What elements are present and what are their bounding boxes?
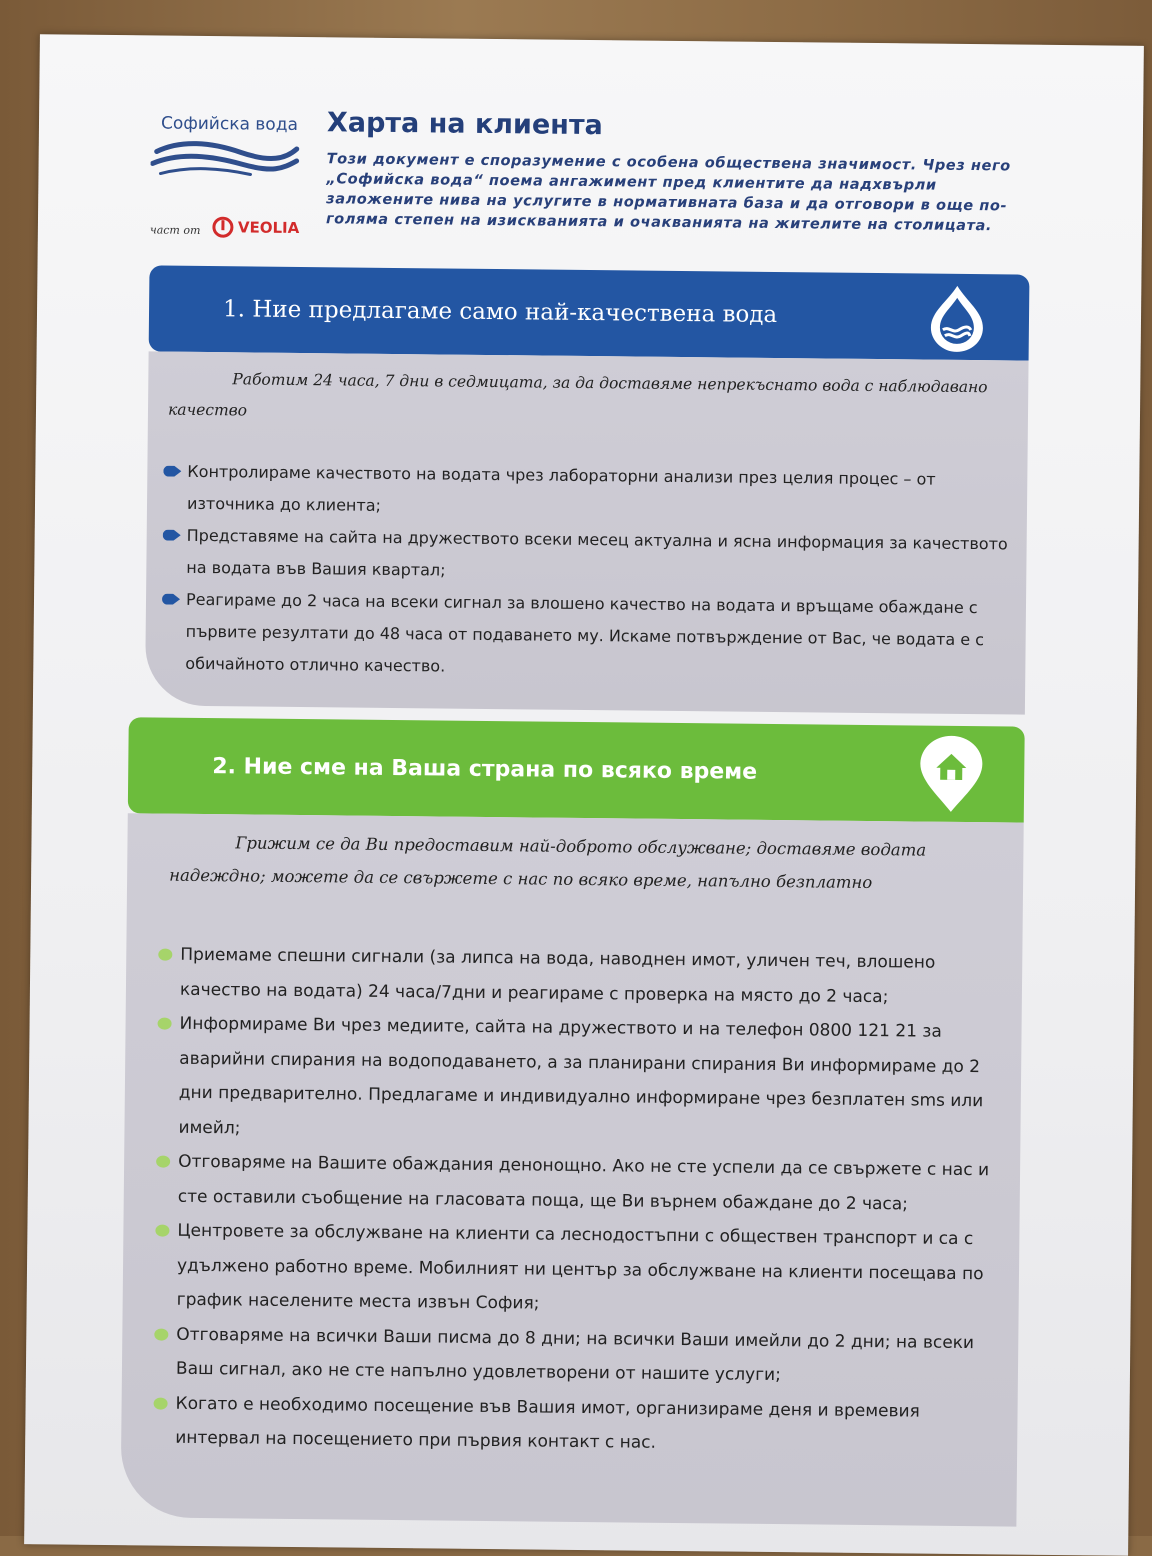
section-body <box>120 813 1023 1526</box>
list-item <box>154 1007 1003 1154</box>
list-item <box>156 938 1005 1016</box>
list-item-text: Представяме на сайта на дружеството всеки месец актуална и ясна информация за качеството на водата във Вашия квартал; <box>186 525 1008 580</box>
list-item-text: Информираме Ви чрез медиите, сайта на дружеството и на телефон 0800 121 21 за аварийни спирания на водоподаването, а за планирани спирания Ви информираме до 2 дни предварително. Предлагаме и индивидуално информиране чрез безплатен sms или имейл; <box>178 1013 984 1138</box>
list-item <box>162 520 1009 593</box>
water-drop-icon <box>921 282 994 355</box>
list-item <box>163 456 1010 529</box>
list-item <box>161 584 1008 689</box>
brand-part-of: част от <box>149 223 201 237</box>
bullet-list <box>161 456 1009 689</box>
home-pin-icon <box>914 733 989 816</box>
section-lead: Работим 24 часа, 7 дни в седмицата, за да доставяме непрекъснато вода с наблюдавано качество <box>167 370 988 420</box>
bullet-icon <box>163 466 181 477</box>
waves-icon <box>150 137 300 179</box>
section-title: 2. Ние сме на Ваша страна по всяко време <box>212 753 758 785</box>
bullet-icon <box>156 1156 170 1168</box>
list-item-text: Приемаме спешни сигнали (за липса на вода, наводнен имот, уличен теч, влошено качество на водата) 24 часа/7дни и реагираме с проверка на място до 2 часа; <box>179 944 936 1007</box>
brand-name: Софийска вода <box>160 113 299 135</box>
intro-paragraph: Този документ е споразумение с особена обществена значимост. Чрез него „Софийска вода“ поема ангажимент пред клиентите да надхвърли заложените нива на услугите в нормативната база и да отговори в още по-голяма степен на изискванията и очакванията на жителите на столицата. <box>325 151 1011 235</box>
veolia-logo <box>212 216 300 239</box>
bullet-icon <box>158 949 172 961</box>
section-customer-service <box>120 717 1024 1526</box>
document-page <box>24 34 1144 1555</box>
list-item-text: Отговаряме на всички Ваши писма до 8 дни; на всички Ваши имейли до 2 дни; на всеки Ваш сигнал, ако не сте напълно удовлетворени от нашите услуги; <box>175 1324 975 1386</box>
list-item-text: Реагираме до 2 часа на всеки сигнал за влошено качество на водата и връщаме обаждане с първите резултати до 48 часа от подаването му. Искаме потвърждение от Вас, че водата е с обичайното отлично качество. <box>185 589 985 676</box>
veolia-mark-icon <box>212 216 234 238</box>
bullet-icon <box>163 530 181 541</box>
list-item-text: Когато е необходимо посещение във Вашия имот, организираме деня и времевия интервал на посещението при първия контакт с нас. <box>175 1393 920 1453</box>
list-item-text: Отговаряме на Вашите обаждания денонощно. Ако не сте успели да се свържете с нас и сте оставили съобщение на гласовата поща, ще Ви върнем обаждане до 2 часа; <box>177 1151 990 1214</box>
section-lead: Грижим се да Ви предоставим най-доброто обслужване; доставяме водата надеждно; можете да се свържете с нас по всяко време, напълно безплатно <box>169 833 927 893</box>
section-body <box>145 351 1029 714</box>
list-item <box>154 1145 1003 1223</box>
page-title: Харта на клиента <box>326 107 603 142</box>
section-header <box>128 717 1025 822</box>
bullet-icon <box>154 1397 168 1409</box>
list-item <box>153 1214 1002 1326</box>
list-item <box>151 1386 1000 1464</box>
veolia-text: VEOLIA <box>237 218 300 237</box>
bullet-icon <box>162 594 180 605</box>
section-header <box>149 265 1030 360</box>
sofiyska-voda-logo <box>149 113 321 237</box>
bullet-icon <box>155 1225 169 1237</box>
list-item <box>152 1317 1001 1395</box>
list-item-text: Центровете за обслужване на клиенти са леснодостъпни с обществен транспорт и са с удължено работно време. Мобилният ни център за обслужване на клиенти посещава по график населените места извън София; <box>176 1220 984 1314</box>
bullet-list <box>151 938 1004 1464</box>
section-title: 1. Ние предлагаме само най-качествена вода <box>222 296 778 328</box>
list-item-text: Контролираме качеството на водата чрез лабораторни анализи през целия процес – от източника до клиента; <box>186 461 936 515</box>
section-water-quality <box>145 265 1030 714</box>
bullet-icon <box>154 1328 168 1340</box>
bullet-icon <box>158 1018 172 1030</box>
